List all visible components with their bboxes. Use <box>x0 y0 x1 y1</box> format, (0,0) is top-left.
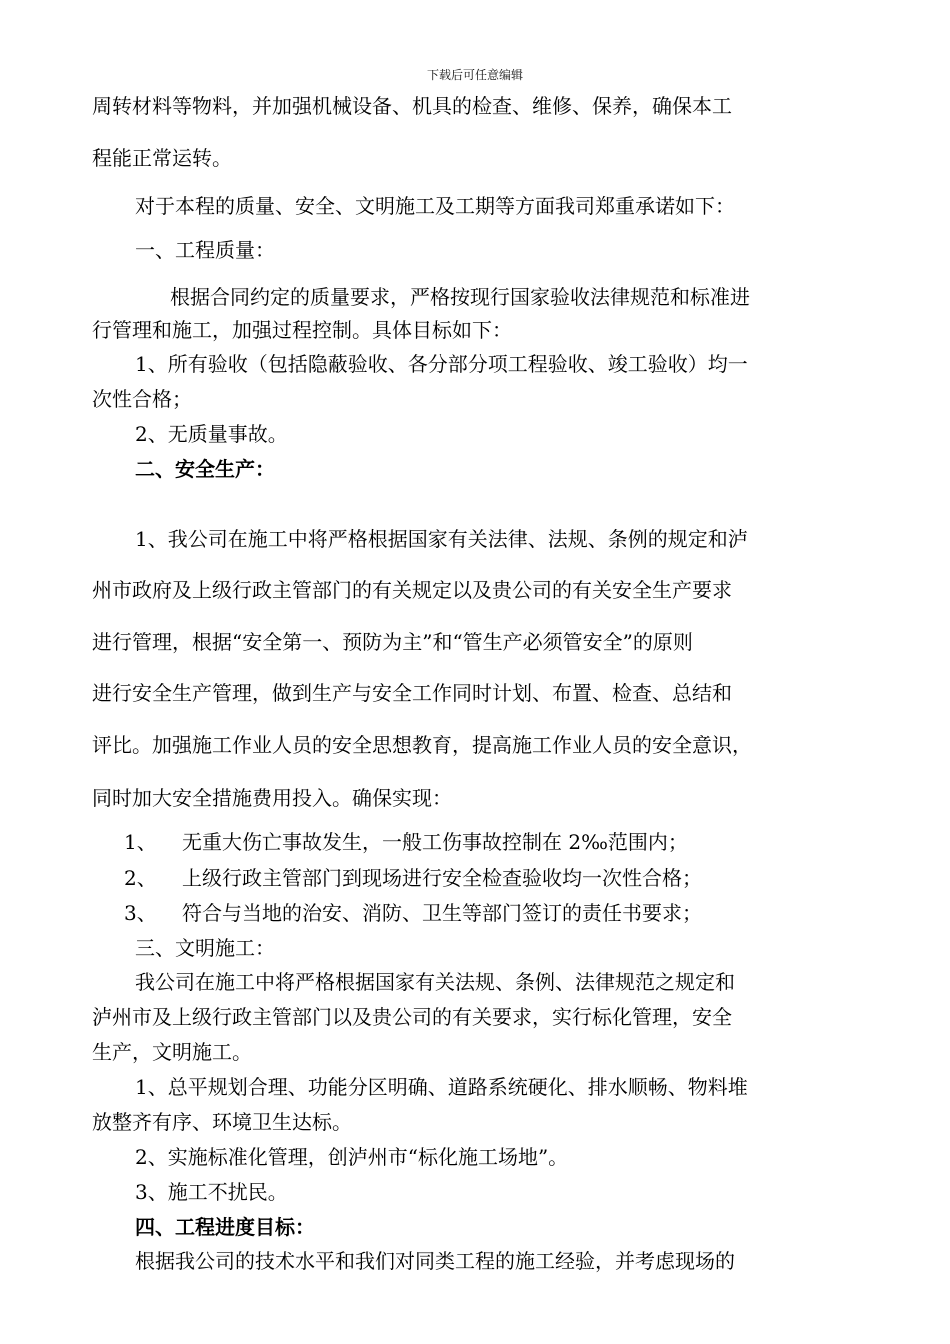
list-item-text: 符合与当地的治安、消防、卫生等部门签订的责任书要求； <box>182 901 702 925</box>
list-item-text: 无重大伤亡事故发生，一般工伤事故控制在 2‰范围内； <box>182 830 688 854</box>
paragraph-line: 根据我公司的技术水平和我们对同类工程的施工经验，并考虑现场的 <box>135 1249 735 1273</box>
paragraph-line: 行管理和施工，加强过程控制。具体目标如下： <box>92 318 512 342</box>
paragraph-line: 放整齐有序、环境卫生达标。 <box>92 1110 352 1134</box>
list-number: 1、 <box>124 830 157 854</box>
paragraph-line: 我公司在施工中将严格根据国家有关法规、条例、法律规范之规定和 <box>135 970 735 994</box>
paragraph-line: 程能正常运转。 <box>92 146 232 170</box>
list-item <box>124 903 702 923</box>
paragraph-line: 1、我公司在施工中将严格根据国家有关法律、法规、条例的规定和泸 <box>135 527 748 551</box>
paragraph-line: 3、施工不扰民。 <box>135 1180 288 1204</box>
section-heading: 四、工程进度目标： <box>135 1215 315 1239</box>
section-heading: 三、文明施工： <box>135 936 275 960</box>
list-item-text: 上级行政主管部门到现场进行安全检查验收均一次性合格； <box>182 866 702 890</box>
page-header: 下载后可任意编辑 <box>426 68 523 82</box>
paragraph-line: 2、实施标准化管理，创泸州市“标化施工场地”。 <box>135 1145 569 1169</box>
section-heading: 二、安全生产： <box>135 457 275 481</box>
paragraph-line: 对于本程的质量、安全、文明施工及工期等方面我司郑重承诺如下： <box>135 194 735 218</box>
paragraph-line: 评比。加强施工作业人员的安全思想教育，提高施工作业人员的安全意识， <box>92 733 752 757</box>
list-number: 2、 <box>124 866 157 890</box>
paragraph-line: 同时加大安全措施费用投入。确保实现： <box>92 786 452 810</box>
section-heading: 一、工程质量： <box>135 238 275 262</box>
paragraph-line: 周转材料等物料，并加强机械设备、机具的检查、维修、保养，确保本工 <box>92 94 732 118</box>
paragraph-line: 生产，文明施工。 <box>92 1040 252 1064</box>
paragraph-line: 进行安全生产管理，做到生产与安全工作同时计划、布置、检查、总结和 <box>92 681 732 705</box>
paragraph-line: 州市政府及上级行政主管部门的有关规定以及贵公司的有关安全生产要求 <box>92 578 732 602</box>
list-item <box>124 868 702 888</box>
paragraph-line: 进行管理，根据“安全第一、预防为主”和“管生产必须管安全”的原则 <box>92 630 693 654</box>
paragraph-line: 根据合同约定的质量要求，严格按现行国家验收法律规范和标准进 <box>170 285 750 309</box>
list-number: 3、 <box>124 901 157 925</box>
paragraph-line: 1、所有验收（包括隐蔽验收、各分部分项工程验收、竣工验收）均一 <box>135 352 748 376</box>
paragraph-line: 次性合格； <box>92 387 192 411</box>
paragraph-line: 1、总平规划合理、功能分区明确、道路系统硬化、排水顺畅、物料堆 <box>135 1075 748 1099</box>
paragraph-line: 泸州市及上级行政主管部门以及贵公司的有关要求，实行标化管理，安全 <box>92 1005 732 1029</box>
list-item <box>124 832 688 852</box>
paragraph-line: 2、无质量事故。 <box>135 422 288 446</box>
